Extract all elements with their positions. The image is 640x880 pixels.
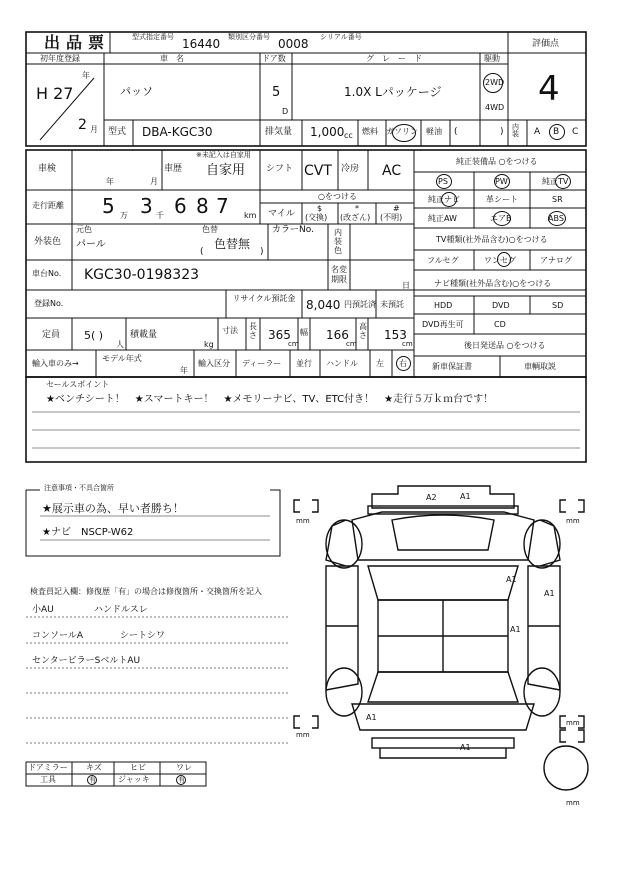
shift-value: CVT <box>304 163 332 179</box>
model-value: DBA-KGC30 <box>142 125 213 139</box>
drive-2wd: 2WD <box>485 78 505 87</box>
serial-label: シリアル番号 <box>320 33 362 41</box>
notes-line-2: ★ナビ NSCP-W62 <box>42 527 134 538</box>
capacity-label: 定員 <box>42 330 61 340</box>
mileage-d4: 8 <box>196 194 209 218</box>
damage-a1-front: A1 <box>460 492 471 501</box>
grade-value: 1.0X Lパッケージ <box>344 85 442 99</box>
displacement-value: 1,000 <box>310 125 345 139</box>
fuel-gasoline: ガソリン <box>386 127 418 136</box>
damage-a1-right-3: A1 <box>510 625 521 634</box>
damage-a1-left: A1 <box>366 713 377 722</box>
later-shipment-title: 後日発送品 ○をつける <box>464 341 546 350</box>
sales-point-label: セールスポイント <box>46 380 110 389</box>
model-label: 型式 <box>108 127 127 137</box>
chassis-label: 車台No. <box>32 269 62 278</box>
mileage-d1: 5 <box>102 194 115 218</box>
chassis-value: KGC30-0198323 <box>84 267 200 283</box>
history-value: 自家用 <box>206 163 246 178</box>
year-unit: 年 <box>82 71 90 80</box>
auction-sheet: 出品票 型式指定番号 16440 類別区分番号 0008 シリアル番号 評価点 4 初年度登録 車 名 ドア数 グ レ ー ド 駆動 年 H 27 2 月 パッソ 5 D 1.0X Lパッケージ 2WD 4WD 型式 DBA-KGC30 排気量 1,000 cc 燃料 ガソリン 軽油 ( ) 内装 A B C 車検 年 月 車歴 ※未記入は自家用 自家用 シフト CVT 冷房 AC 走行距離 5 万 3 千 6 8 7 km ○をつける マイル $ (交換) * (改ざん) # (不明) 外装色 元色 パール 色替 色替無 ( ) カラーNo. 内装色 車台No. KGC30-0198323 名変期限 日 登録No. リサイクル預託金 8,040 円預託済 未預託 定員 5( ) 人 積載量 kg 寸法 長さ 365 cm 幅 166 cm 高さ 153 cm 輸入車のみ→ モデル年式 年 輸入区分 ディーラー 並行 ハンドル 左 右 純正装備品 ○をつける PS PW 純正TV 純正ナビ 革シート SR 純正AW エアB ABS TV種類(社外品含む)○をつける フルセグ ワンセグ アナログ ナビ種類(社外品含む)○をつける HDD DVD SD DVD再生可 CD 後日発送品 ○をつける 新車保証書 車輌取説 セールスポイント ★ベンチシート！ ★スマートキー！ ★メモリーナビ、TV、ETC付き！ ★走行５万ｋｍ台です！ 注意事項・不具合箇所 ★展示車の為、早い者勝ち！ ★ナビ NSCP-W62 検査員記入欄：修復歴「有」の場合は修復箇所・交換箇所を記入 小AU ハンドルスレ コンソールA シートシワ センタービラーSベルトAU ドアミラー キズ ヒビ ワレ 工具 有 ジャッキ 有 A2 A1 A1 A1 A1 A1 A1 mm mm mm mm mm <box>0 0 640 880</box>
notes-line-1: ★展示車の為、早い者勝ち！ <box>42 502 184 515</box>
inspection-year-unit: 年 <box>106 177 114 186</box>
month-unit: 月 <box>90 125 98 134</box>
sales-point-text: ★ベンチシート！ ★スマートキー！ ★メモリーナビ、TV、ETC付き！ ★走行５万ｋｍ台です！ <box>46 394 494 405</box>
ac-label: 冷房 <box>341 164 360 174</box>
height-value: 153 <box>384 328 407 342</box>
genuine-equipment-title: 純正装備品 ○をつける <box>456 157 538 166</box>
damage-a1-rear: A1 <box>460 743 471 752</box>
interior-color-label: 内装色 <box>334 228 342 255</box>
mileage-d5: 7 <box>216 194 229 218</box>
interior-b: B <box>553 127 560 137</box>
doors-value: 5 <box>272 85 281 100</box>
navi-type-title: ナビ種類(社外品含む)○をつける <box>434 279 552 288</box>
fuel-light-oil: 軽油 <box>426 127 442 136</box>
history-note: ※未記入は自家用 <box>196 151 251 159</box>
first-reg-label: 初年度登録 <box>40 54 80 63</box>
recycle-value: 8,040 <box>306 298 341 312</box>
doors-label: ドア数 <box>262 54 286 63</box>
first-reg-month: 2 <box>78 117 87 133</box>
type-no: 16440 <box>182 37 221 51</box>
reg-label: 登録No. <box>34 299 64 308</box>
capacity-value: 5( ) <box>84 329 104 342</box>
displacement-label: 排気量 <box>265 127 293 137</box>
mileage-d2: 3 <box>140 194 153 218</box>
recycle-label: リサイクル預託金 <box>232 294 296 303</box>
shift-label: シフト <box>266 164 294 174</box>
car-diagram <box>294 486 588 790</box>
inspector-label: 検査員記入欄：修復歴「有」の場合は修復箇所・交換箇所を記入 <box>30 587 262 596</box>
car-name: パッソ <box>120 85 153 98</box>
first-reg-year: H 27 <box>36 84 74 103</box>
orig-color: パール <box>76 239 106 250</box>
color-no-label: カラーNo. <box>272 225 314 235</box>
doors-suffix: D <box>282 107 289 116</box>
sheet-title: 出品票 <box>44 33 111 52</box>
mileage-sen: 千 <box>156 211 164 220</box>
tv-type-title: TV種類(社外品含む)○をつける <box>436 235 548 244</box>
inspection-month-unit: 月 <box>150 177 158 186</box>
score-value: 4 <box>538 69 560 109</box>
width-value: 166 <box>326 328 349 342</box>
damage-a1-right-1: A1 <box>506 575 517 584</box>
mileage-d3: 6 <box>174 194 187 218</box>
score-label: 評価点 <box>532 39 560 49</box>
mileage-label: 走行距離 <box>32 201 64 210</box>
mileage-man: 万 <box>120 211 128 220</box>
interior-label: 内装 <box>512 123 519 138</box>
interior-a: A <box>534 127 541 137</box>
mileage-circle-note: ○をつける <box>318 192 357 201</box>
notes-label: 注意事項・不具合箇所 <box>44 484 114 492</box>
color-label: 外装色 <box>34 237 62 247</box>
damage-a1-right-2: A1 <box>544 589 555 598</box>
damage-a2-front: A2 <box>426 493 437 502</box>
displacement-unit: cc <box>344 131 353 140</box>
interior-c: C <box>572 127 579 137</box>
name-change-label: 名変期限 <box>331 265 347 284</box>
history-label: 車歴 <box>164 164 183 174</box>
grade-label: グ レ ー ド <box>366 54 422 63</box>
mileage-km: km <box>244 211 257 220</box>
fuel-label: 燃料 <box>362 127 378 136</box>
drive-4wd: 4WD <box>485 103 505 112</box>
paint-value: 色替無 <box>214 237 251 251</box>
drive-label: 駆動 <box>484 54 500 63</box>
car-name-label: 車 名 <box>160 54 184 63</box>
class-no-label: 類別区分番号 <box>228 33 270 41</box>
inspection-label: 車検 <box>38 164 57 174</box>
type-no-label: 型式指定番号 <box>132 33 174 41</box>
class-no: 0008 <box>278 37 309 51</box>
length-value: 365 <box>268 328 291 342</box>
mile-label: マイル <box>268 209 295 219</box>
ac-value: AC <box>382 163 402 179</box>
